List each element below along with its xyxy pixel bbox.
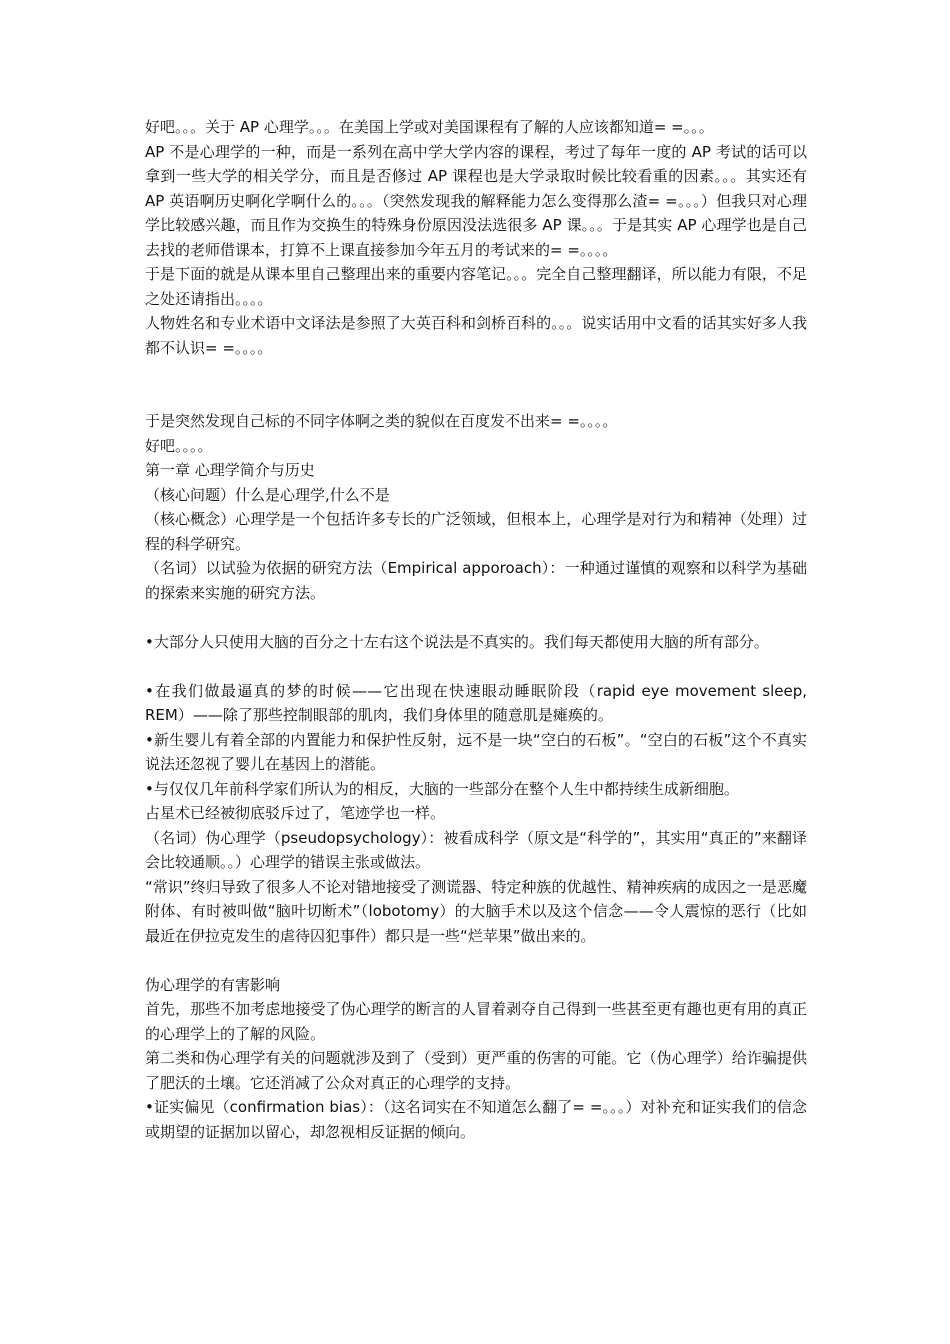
bullet-rem-sleep: •在我们做最逼真的梦的时候——它出现在快速眼动睡眠阶段（rapid eye movement sleep, REM）——除了那些控制眼部的肌肉，我们身体里的随意肌是瘫痪的。	[145, 681, 807, 724]
intro-paragraph: 好吧。。。关于 AP 心理学。。。在美国上学或对美国课程有了解的人应该都知道= =。。。	[145, 118, 714, 136]
translation-note-paragraph: 人物姓名和专业术语中文译法是参照了大英百科和剑桥百科的。。。说实话用中文看的话其实好多人我都不认识= =。。。。	[145, 314, 807, 357]
bullet-brain-ten-percent: •大部分人只使用大脑的百分之十左右这个说法是不真实的。我们每天都使用大脑的所有部分。	[145, 632, 769, 651]
bullet-blank-slate: •新生婴儿有着全部的内置能力和保护性反射，远不是一块“空白的石板”。“空白的石板”这个不真实说法还忽视了婴儿在基因上的潜能。	[145, 730, 807, 773]
chapter-heading: 第一章 心理学简介与历史	[145, 461, 315, 479]
blank-spacer	[145, 948, 807, 973]
blank-spacer	[145, 360, 807, 409]
astrology-line: 占星术已经被彻底驳斥过了，笔迹学也一样。	[145, 804, 446, 822]
notes-intro-paragraph: 于是下面的就是从课本里自己整理出来的重要内容笔记。。。完全自己整理翻译，所以能力有限，不足之处还请指出。。。。	[145, 265, 807, 308]
term-pseudopsychology: （名词）伪心理学（pseudopsychology）：被看成科学（原文是“科学的”，其实用“真正的”来翻译会比较通顺。。）心理学的错误主张或做法。	[145, 828, 807, 871]
ap-explanation-paragraph: AP 不是心理学的一种，而是一系列在高中学大学内容的课程，考过了每年一度的 AP 考试的话可以拿到一些大学的相关学分，而且是否修过 AP 课程也是大学录取时候比较看重的因素。。。其实还有 AP 英语啊历史啊化学啊什么的。。。（突然发现我的解释能力怎么变得那么渣= =。。。）但我只对心理学比较感兴趣，而且作为交换生的特殊身份原因没法选很多 AP 课。。。于是其实 AP 心理学也是自己去找的老师借课本，打算不上课直接参加今年五月的考试来的= =。。。。	[145, 142, 807, 259]
font-note-paragraph: 于是突然发现自己标的不同字体啊之类的貌似在百度发不出来= =。。。。	[145, 412, 618, 430]
term-empirical-approach: （名词）以试验为依据的研究方法（Empirical apporoach）：一种通过谨慎的观察和以科学为基础的探索来实施的研究方法。	[145, 559, 807, 602]
common-sense-paragraph: “常识”终归导致了很多人不论对错地接受了测谎器、特定种族的优越性、精神疾病的成因之一是恶魔附体、有时被叫做“脑叶切断术”（lobotomy）的大脑手术以及这个信念——令人震惊的恶行（比如最近在伊拉克发生的虐待囚犯事件）都只是一些“烂苹果”做出来的。	[145, 877, 807, 945]
bullet-new-cells: •与仅仅几年前科学家们所认为的相反，大脑的一些部分在整个人生中都持续生成新细胞。	[145, 779, 739, 798]
bullet-confirmation-bias: •证实偏见（confirmation bias）：（这名词实在不知道怎么翻了= =。。。）对补充和证实我们的信念或期望的证据加以留心，却忽视相反证据的倾向。	[145, 1098, 807, 1141]
ok-paragraph: 好吧。。。。	[145, 436, 213, 455]
document-body	[145, 115, 807, 1144]
harm-second-paragraph: 第二类和伪心理学有关的问题就涉及到了（受到）更严重的伤害的可能。它（伪心理学）给诈骗提供了肥沃的土壤。它还消减了公众对真正的心理学的支持。	[145, 1049, 807, 1092]
core-concept: （核心概念）心理学是一个包括许多专长的广泛领域，但根本上，心理学是对行为和精神（处理）过程的科学研究。	[145, 510, 807, 553]
section-heading-harm: 伪心理学的有害影响	[145, 975, 281, 994]
harm-first-paragraph: 首先，那些不加考虑地接受了伪心理学的断言的人冒着剥夺自己得到一些甚至更有趣也更有用的真正的心理学上的了解的风险。	[145, 1000, 807, 1043]
blank-spacer	[145, 605, 807, 630]
blank-spacer	[145, 654, 807, 679]
core-question: （核心问题）什么是心理学,什么不是	[145, 485, 390, 504]
